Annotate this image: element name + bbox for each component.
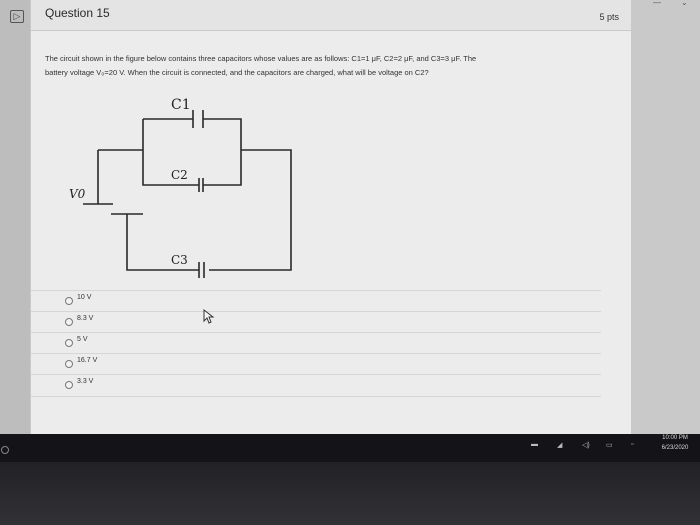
laptop-bezel bbox=[0, 462, 700, 525]
question-points: 5 pts bbox=[599, 12, 619, 22]
taskbar-clock[interactable] bbox=[650, 433, 700, 453]
circuit-diagram bbox=[31, 90, 331, 285]
wifi-icon[interactable]: ◢ bbox=[557, 442, 563, 449]
answer-option-5[interactable] bbox=[31, 374, 601, 397]
answer-label: 3.3 V bbox=[77, 378, 94, 385]
right-margin bbox=[631, 0, 700, 440]
radio-button[interactable] bbox=[65, 360, 73, 368]
answer-label: 16.7 V bbox=[77, 357, 98, 364]
volume-icon[interactable]: ◁) bbox=[582, 442, 590, 449]
taskbar bbox=[0, 434, 700, 462]
answer-label: 5 V bbox=[77, 336, 88, 343]
answer-option-4[interactable] bbox=[31, 353, 601, 375]
scroll-arrow-icon[interactable]: ⌄ bbox=[681, 0, 688, 7]
keyboard-icon[interactable]: ▭ bbox=[606, 442, 613, 449]
radio-button[interactable] bbox=[65, 339, 73, 347]
battery-icon[interactable]: ▬ bbox=[531, 441, 538, 448]
question-header bbox=[31, 0, 631, 31]
question-title: Question 15 bbox=[45, 6, 110, 20]
minimize-icon[interactable]: — bbox=[653, 0, 661, 7]
c1-label: C1 bbox=[171, 97, 191, 113]
question-card bbox=[30, 0, 632, 440]
left-sidebar bbox=[0, 0, 30, 440]
answer-option-2[interactable] bbox=[31, 311, 601, 333]
answer-label: 10 V bbox=[77, 294, 92, 301]
panel-toggle-icon[interactable]: ▷ bbox=[10, 10, 24, 23]
radio-button[interactable] bbox=[65, 318, 73, 326]
answer-option-1[interactable] bbox=[31, 290, 601, 312]
c3-label: C3 bbox=[171, 253, 188, 267]
question-text-line-1: The circuit shown in the figure below contains three capacitors whose values are as follows: C1=1 μF, C2=2 μF, and C3=3 μF. The bbox=[45, 54, 477, 63]
vo-label: V0 bbox=[69, 187, 86, 201]
c2-label: C2 bbox=[171, 168, 188, 182]
radio-button[interactable] bbox=[65, 381, 73, 389]
clock-time: 10:00 PM bbox=[662, 435, 688, 441]
notifications-icon[interactable]: ▫ bbox=[631, 441, 634, 448]
power-icon bbox=[1, 446, 9, 454]
answer-label: 8.3 V bbox=[77, 315, 94, 322]
question-text-line-2: battery voltage V₀=20 V. When the circuit is connected, and the capacitors are charged, what will be voltage on C2? bbox=[45, 68, 429, 77]
radio-button[interactable] bbox=[65, 297, 73, 305]
answer-option-3[interactable] bbox=[31, 332, 601, 354]
mouse-pointer-icon bbox=[203, 309, 215, 325]
question-text bbox=[45, 52, 605, 80]
clock-date: 6/23/2020 bbox=[661, 445, 689, 451]
